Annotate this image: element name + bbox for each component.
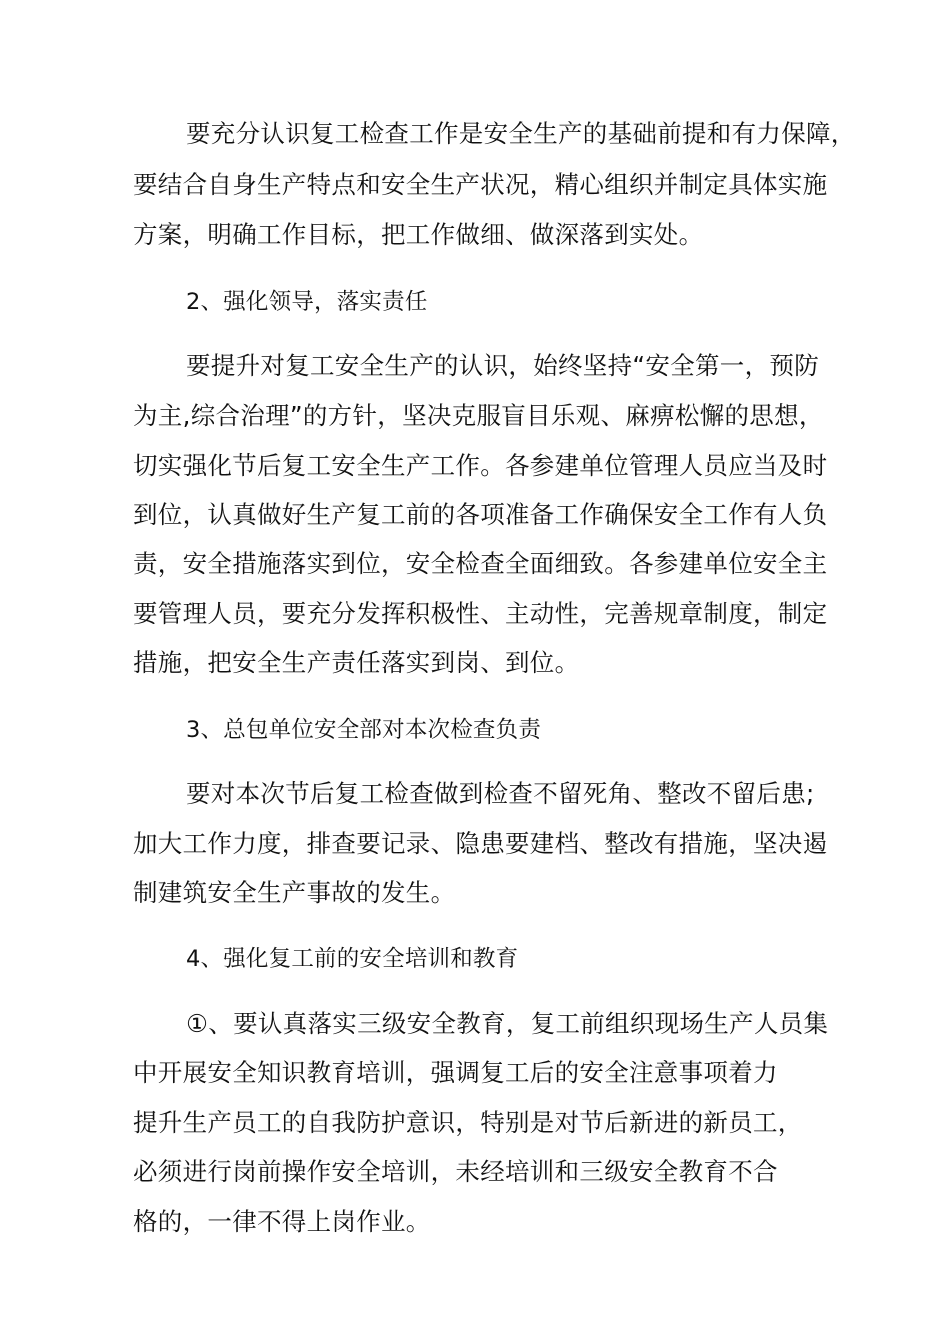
paragraph-3-line-3: 制建筑安全生产事故的发生。 [133, 878, 456, 907]
paragraph-4-line-5: 格的，一律不得上岗作业。 [133, 1207, 431, 1236]
paragraph-2-line-2: 为主,综合治理”的方针，坚决克服盲目乐观、麻痹松懈的思想， [133, 401, 824, 430]
paragraph-2-line-7: 措施，把安全生产责任落实到岗、到位。 [133, 648, 580, 677]
paragraph-1-line-1: 要充分认识复工检查工作是安全生产的基础前提和有力保障， [186, 119, 856, 148]
paragraph-2-line-1: 要提升对复工安全生产的认识，始终坚持“安全第一，预防 [186, 351, 819, 380]
section-heading-4: 4、强化复工前的安全培训和教育 [186, 946, 519, 972]
paragraph-4-line-1: ①、要认真落实三级安全教育，复工前组织现场生产人员集 [186, 1009, 829, 1038]
paragraph-1-line-3: 方案，明确工作目标，把工作做细、做深落到实处。 [133, 220, 704, 249]
section-heading-2: 2、强化领导，落实责任 [186, 289, 428, 315]
paragraph-1-line-2: 要结合自身生产特点和安全生产状况，精心组织并制定具体实施 [133, 170, 828, 199]
paragraph-2-line-3: 切实强化节后复工安全生产工作。各参建单位管理人员应当及时 [133, 451, 828, 480]
paragraph-4-line-4: 必须进行岗前操作安全培训，未经培训和三级安全教育不合 [133, 1157, 778, 1186]
paragraph-4-line-2: 中开展安全知识教育培训，强调复工后的安全注意事项着力 [133, 1058, 778, 1087]
paragraph-3-line-1: 要对本次节后复工检查做到检查不留死角、整改不留后患; [186, 779, 815, 808]
paragraph-2-line-5: 责，安全措施落实到位，安全检查全面细致。各参建单位安全主 [133, 549, 828, 578]
paragraph-2-line-6: 要管理人员，要充分发挥积极性、主动性，完善规章制度，制定 [133, 599, 828, 628]
section-heading-3: 3、总包单位安全部对本次检查负责 [186, 717, 542, 743]
paragraph-4-line-3: 提升生产员工的自我防护意识，特别是对节后新进的新员工， [133, 1108, 803, 1137]
paragraph-2-line-4: 到位，认真做好生产复工前的各项准备工作确保安全工作有人负 [133, 500, 828, 529]
paragraph-3-line-2: 加大工作力度，排查要记录、隐患要建档、整改有措施，坚决遏 [133, 829, 828, 858]
